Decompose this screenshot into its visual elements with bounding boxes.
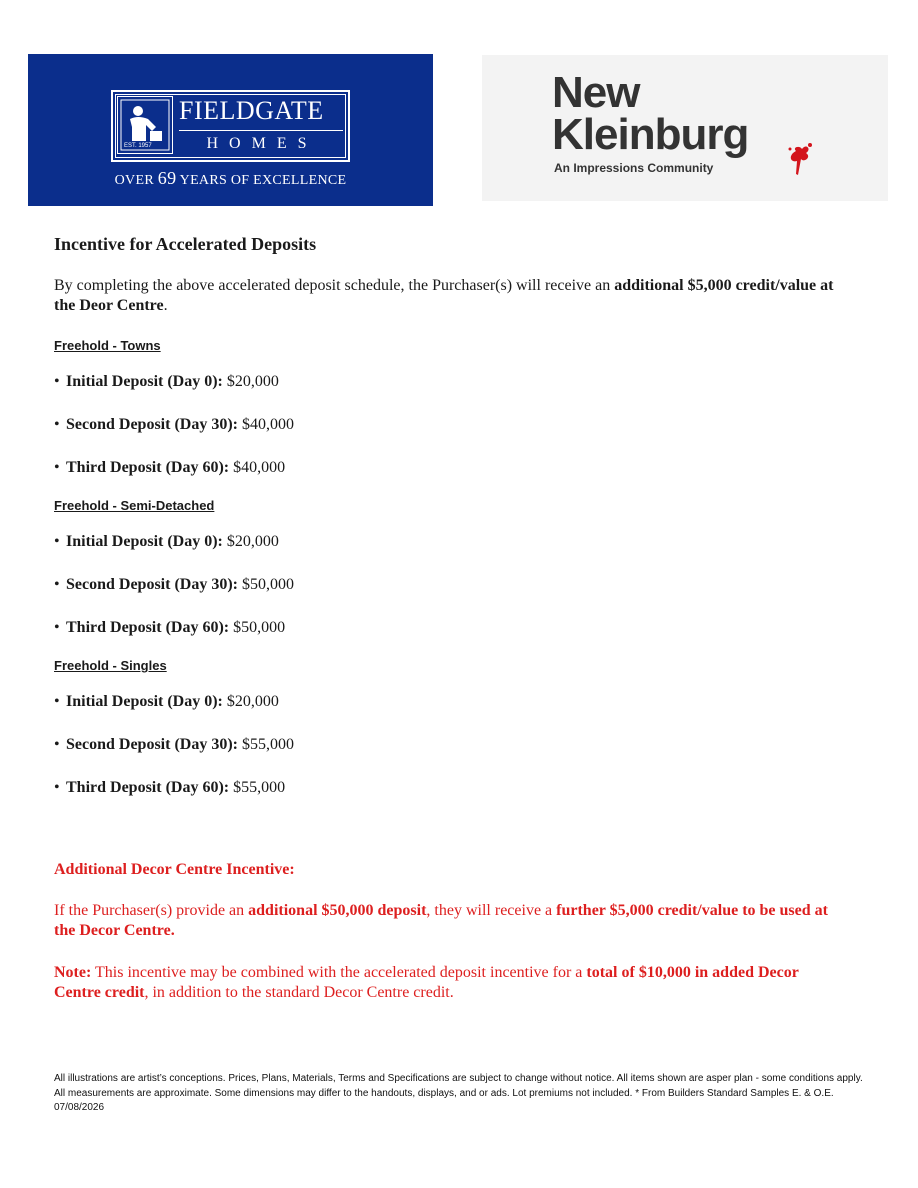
fieldgate-name: FIELDGATE	[179, 96, 324, 125]
bullet-icon: •	[54, 576, 60, 593]
section-title-towns: Freehold - Towns	[54, 338, 161, 353]
nk-subtitle: An Impressions Community	[554, 161, 714, 175]
list-item: • Third Deposit (Day 60): $50,000	[54, 619, 286, 636]
bullet-icon: •	[54, 779, 60, 796]
fieldgate-homes: HOMES	[206, 135, 318, 152]
list-item: • Third Deposit (Day 60): $40,000	[54, 459, 286, 476]
list-item: • Second Deposit (Day 30): $55,000	[54, 736, 294, 753]
nk-line2: Kleinburg	[552, 110, 749, 159]
section-title-singles: Freehold - Singles	[54, 658, 167, 673]
bullet-icon: •	[54, 373, 60, 390]
paint-splat-icon	[784, 137, 814, 177]
list-item: • Initial Deposit (Day 0): $20,000	[54, 533, 279, 550]
additional-incentive-heading: Additional Decor Centre Incentive:	[54, 861, 295, 878]
intro-paragraph: By completing the above accelerated deposit schedule, the Purchaser(s) will receive an additional $5,000 credit/value at the Deor Centre.	[54, 277, 834, 314]
fieldgate-tagline: OVER 69 YEARS OF EXCELLENCE	[114, 168, 347, 188]
new-kleinburg-logo	[482, 55, 888, 201]
note-paragraph: Note: This incentive may be combined with the accelerated deposit incentive for a total of $10,000 in added Decor Centre credit, in addition to the standard Decor Centre credit.	[54, 964, 799, 1001]
bullet-icon: •	[54, 459, 60, 476]
list-item: • Second Deposit (Day 30): $40,000	[54, 416, 294, 433]
page-title: Incentive for Accelerated Deposits	[54, 234, 317, 254]
list-item: • Third Deposit (Day 60): $55,000	[54, 779, 286, 796]
list-item: • Second Deposit (Day 30): $50,000	[54, 576, 294, 593]
nk-line1: New	[552, 68, 640, 117]
document-body	[54, 232, 854, 1003]
list-item: • Initial Deposit (Day 0): $20,000	[54, 373, 279, 390]
bullet-icon: •	[54, 416, 60, 433]
bullet-icon: •	[54, 619, 60, 636]
bullet-icon: •	[54, 533, 60, 550]
fieldgate-est: EST. 1957	[124, 143, 152, 149]
fieldgate-logo	[28, 54, 433, 206]
section-title-semi-detached: Freehold - Semi-Detached	[54, 498, 215, 513]
bullet-icon: •	[54, 736, 60, 753]
bullet-icon: •	[54, 693, 60, 710]
additional-incentive-paragraph: If the Purchaser(s) provide an additional $50,000 deposit, they will receive a further $5,000 credit/value to be used at the Decor Centre.	[54, 902, 828, 939]
fieldgate-logo-frame	[111, 90, 350, 162]
fieldgate-emblem-icon	[117, 96, 173, 154]
disclaimer-footer: All illustrations are artist’s conceptions. Prices, Plans, Materials, Terms and Specifications are subject to change without notice. All items shown are asper plan - some conditions apply. All measurements are approximate. Some dimensions may differ to the handouts, displays, and or ads. Lot premiums not included. * From Builders Standard Samples E. & O.E. 07/08/2026	[54, 1073, 863, 1113]
list-item: • Initial Deposit (Day 0): $20,000	[54, 693, 279, 710]
fieldgate-rule	[179, 130, 343, 131]
